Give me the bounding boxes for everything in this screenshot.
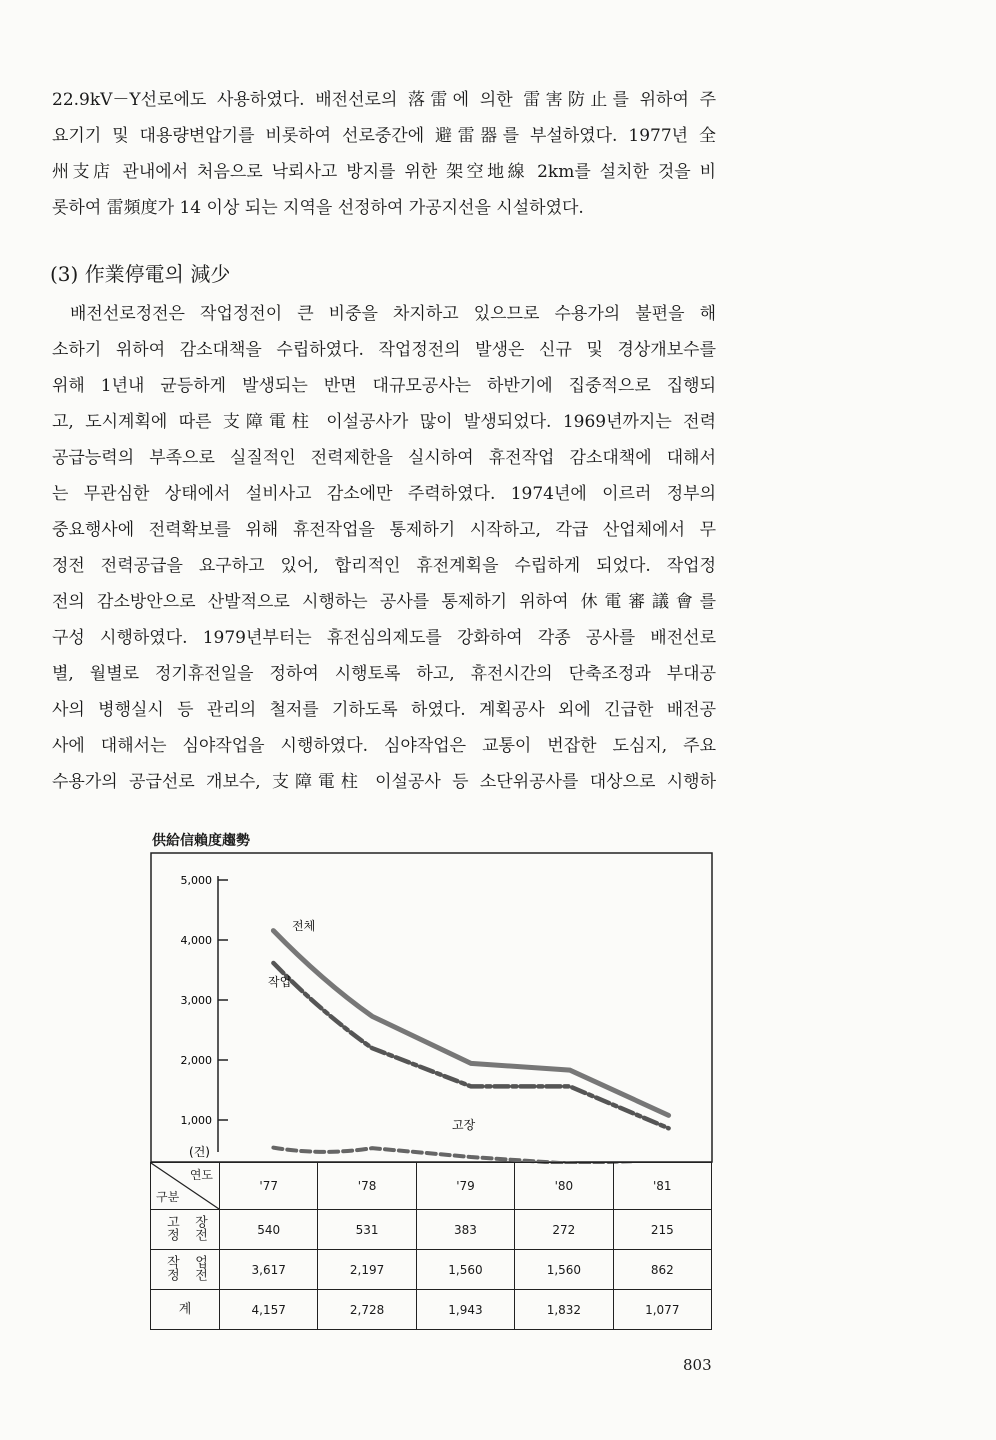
text-line: 22.9kV－Y선로에도 사용하였다. 배전선로의 落雷에 의한 雷害防止를 위하여 주 — [52, 90, 716, 110]
corner-category-label: 구분 — [156, 1190, 180, 1204]
text-line: 는 무관심한 상태에서 설비사고 감소에만 주력하였다. 1974년에 이르러 정부의 — [52, 484, 716, 504]
corner-cell — [151, 1163, 220, 1210]
text-line: 별, 월별로 정기휴전일을 정하여 시행토록 하고, 휴전시간의 단축조정과 부대공 — [52, 664, 716, 684]
text-line: 州支店 관내에서 처음으로 낙뢰사고 방지를 위한 架空地線 2km를 설치한 것을 비 — [52, 162, 716, 182]
year-header: '78 — [318, 1163, 416, 1210]
chart-title: 供給信賴度趨勢 — [152, 833, 250, 849]
text-line: 사의 병행실시 등 관리의 철저를 기하도록 하였다. 계획공사 외에 긴급한 배전공 — [52, 700, 716, 720]
row-label-part: 업전 — [192, 1254, 208, 1281]
table-cell: 540 — [220, 1210, 318, 1250]
table-cell: 272 — [515, 1210, 613, 1250]
y-tick-label: 2,000 — [180, 1054, 212, 1067]
text-line: 중요행사에 전력확보를 위해 휴전작업을 통제하기 시작하고, 각급 산업체에서 무 — [52, 520, 716, 540]
table-cell: 215 — [613, 1210, 711, 1250]
table-cell: 383 — [416, 1210, 514, 1250]
row-label-part: 작정 — [163, 1254, 179, 1281]
section-heading: (3) 作業停電의 減少 — [50, 262, 231, 286]
text-line: 요기기 및 대용량변압기를 비롯하여 선로중간에 避雷器를 부설하였다. 1977년 全 — [52, 126, 716, 146]
row-label-part: 고정 — [163, 1214, 179, 1241]
text-line: 고, 도시계획에 따른 支障電柱 이설공사가 많이 발생되었다. 1969년까지는 전력 — [52, 412, 716, 432]
y-tick-label: 4,000 — [180, 934, 212, 947]
table-cell: 1,943 — [416, 1290, 514, 1330]
text-line: 수용가의 공급선로 개보수, 支障電柱 이설공사 등 소단위공사를 대상으로 시행하 — [52, 772, 716, 792]
text-line: 사에 대해서는 심야작업을 시행하였다. 심야작업은 교통이 번잡한 도심지, 주요 — [52, 736, 716, 756]
year-header: '81 — [613, 1163, 711, 1210]
year-header: '77 — [220, 1163, 318, 1210]
series-layer — [268, 918, 669, 1164]
y-axis-unit: (건) — [189, 1145, 210, 1159]
series-label: 전체 — [292, 919, 316, 933]
text-line: 배전선로정전은 작업정전이 큰 비중을 차지하고 있으므로 수용가의 불편을 해 — [70, 304, 716, 324]
y-ticks — [181, 874, 229, 1127]
year-header: '79 — [416, 1163, 514, 1210]
table-cell: 2,728 — [318, 1290, 416, 1330]
row-label-part: 장전 — [192, 1214, 208, 1241]
series-label: 작업 — [268, 975, 292, 989]
reliability-chart — [150, 852, 714, 1164]
y-tick-label: 1,000 — [180, 1114, 212, 1127]
text-line: 소하기 위하여 감소대책을 수립하였다. 작업정전의 발생은 신규 및 경상개보수를 — [52, 340, 716, 360]
table-cell: 4,157 — [220, 1290, 318, 1330]
series-label: 고장 — [452, 1118, 476, 1132]
table-row — [151, 1210, 712, 1250]
table-cell: 862 — [613, 1250, 711, 1290]
text-line: 위해 1년내 균등하게 발생되는 반면 대규모공사는 하반기에 집중적으로 집행되 — [52, 376, 716, 396]
table-row-total — [151, 1290, 712, 1330]
y-tick-label: 3,000 — [180, 994, 212, 1007]
table-cell: 531 — [318, 1210, 416, 1250]
year-header: '80 — [515, 1163, 613, 1210]
table-row — [151, 1250, 712, 1290]
text-line: 공급능력의 부족으로 실질적인 전력제한을 실시하여 휴전작업 감소대책에 대해서 — [52, 448, 716, 468]
body-paragraph — [52, 296, 716, 800]
table-cell: 2,197 — [318, 1250, 416, 1290]
table-cell: 3,617 — [220, 1250, 318, 1290]
chart-frame — [151, 853, 712, 1162]
corner-year-label: 연도 — [189, 1168, 213, 1182]
page-number: 803 — [683, 1356, 712, 1374]
row-label-work-outage — [151, 1250, 220, 1290]
table-cell: 1,560 — [416, 1250, 514, 1290]
text-line: 구성 시행하였다. 1979년부터는 휴전심의제도를 강화하여 각종 공사를 배전선로 — [52, 628, 716, 648]
table-cell: 1,560 — [515, 1250, 613, 1290]
y-tick-label: 5,000 — [180, 874, 212, 887]
row-label-fault-outage — [151, 1210, 220, 1250]
table-cell: 1,832 — [515, 1290, 613, 1330]
intro-paragraph — [52, 82, 716, 226]
table-header-row — [151, 1163, 712, 1210]
data-table — [150, 1162, 712, 1330]
text-line: 정전 전력공급을 요구하고 있어, 합리적인 휴전계획을 수립하게 되었다. 작업정 — [52, 556, 716, 576]
table-cell: 1,077 — [613, 1290, 711, 1330]
text-line: 전의 감소방안으로 산발적으로 시행하는 공사를 통제하기 위하여 休電審議會를 — [52, 592, 716, 612]
row-label-total: 계 — [151, 1290, 220, 1330]
text-line: 롯하여 雷頻度가 14 이상 되는 지역을 선정하여 가공지선을 시설하였다. — [52, 198, 584, 218]
